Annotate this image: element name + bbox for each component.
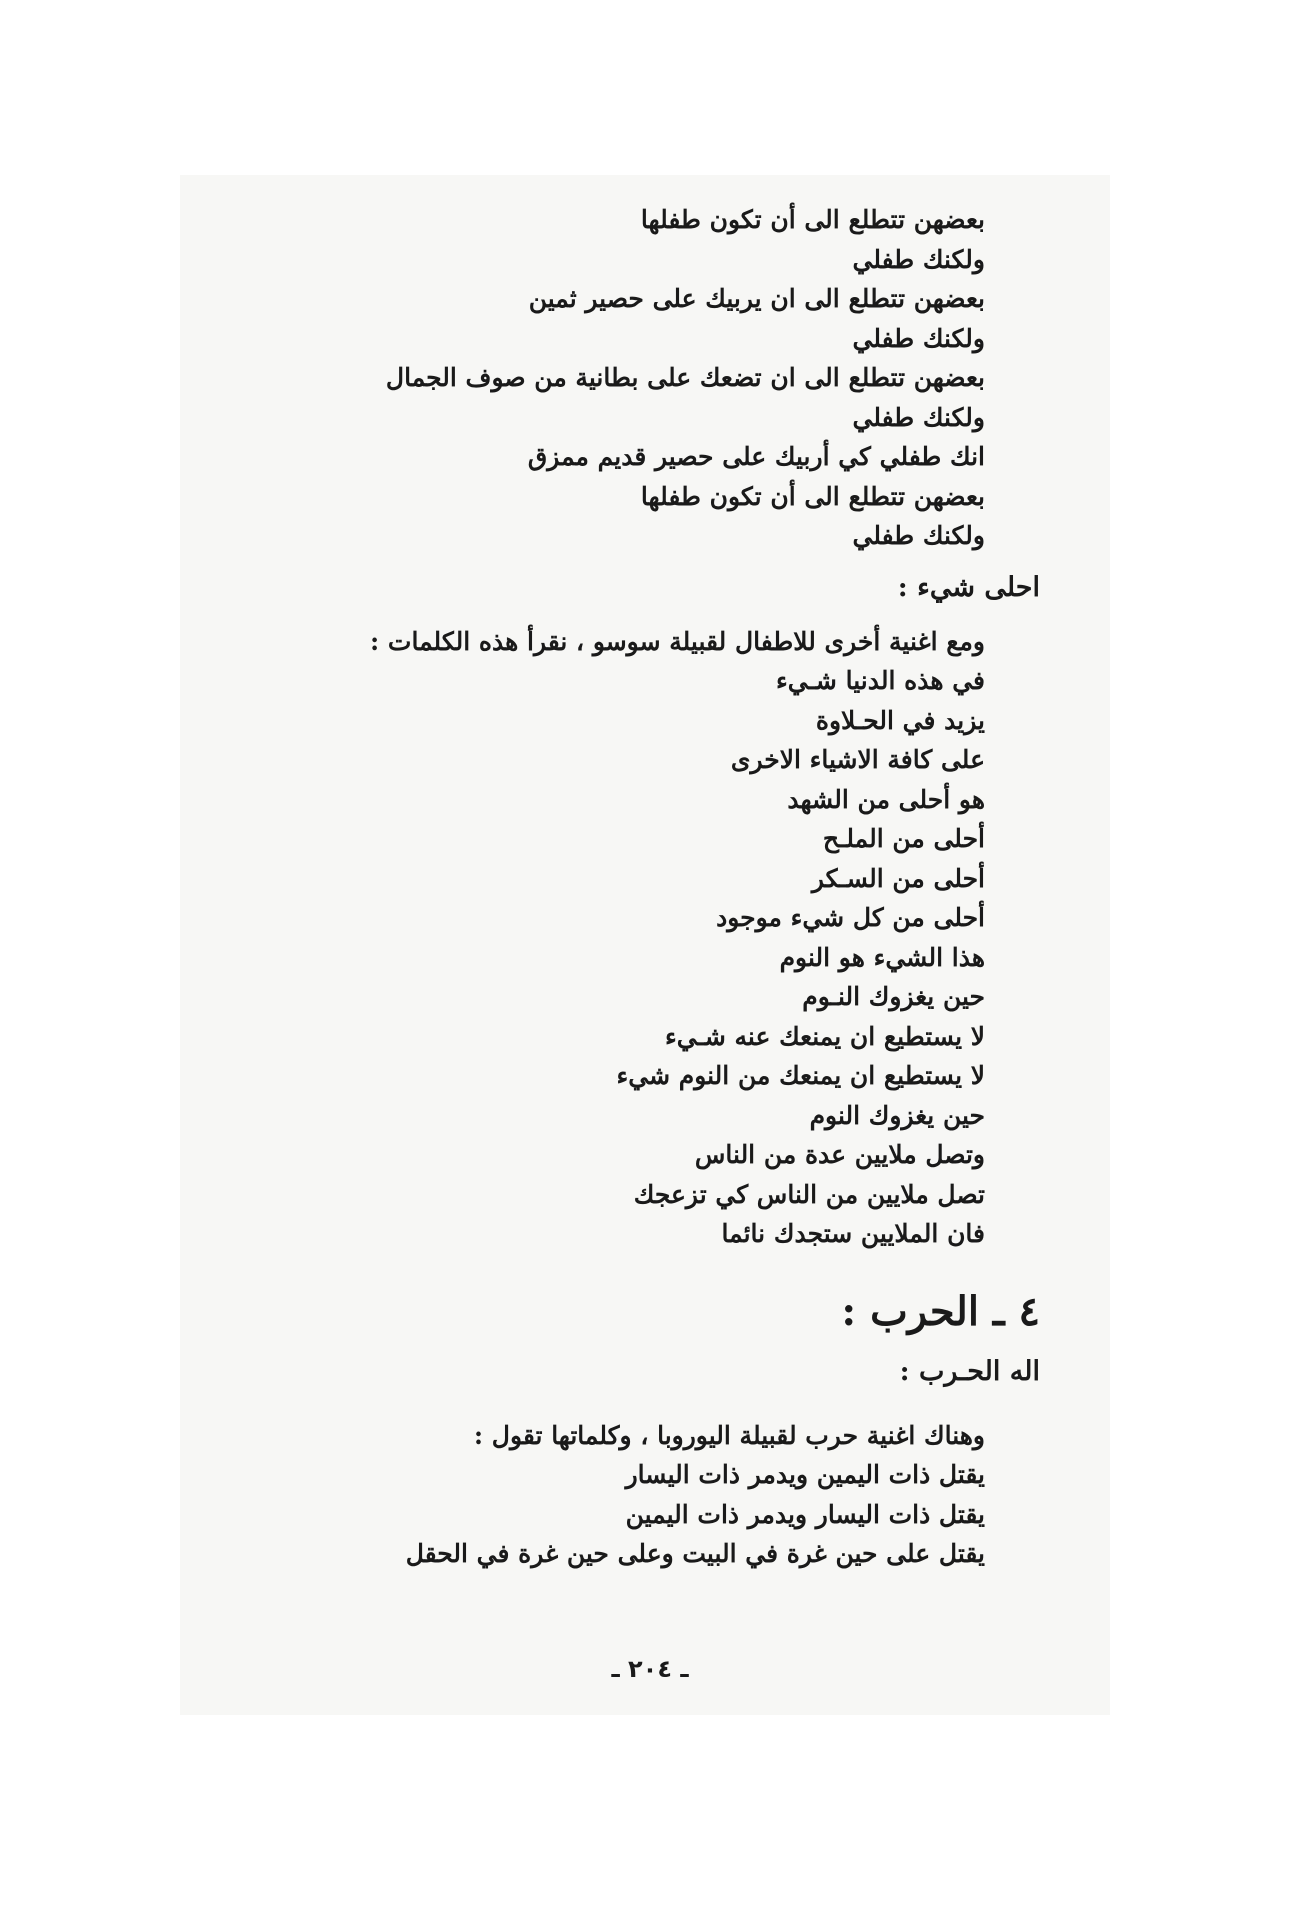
poem-section-3	[240, 1455, 985, 1574]
section-intro: وهناك اغنية حرب لقبيلة اليوروبا ، وكلماتها تقول :	[473, 1420, 985, 1450]
poem-line: على كافة الاشياء الاخرى	[730, 745, 985, 774]
poem-line: بعضهن تتطلع الى أن تكون طفلها	[640, 205, 985, 234]
poem-line: في هذه الدنيا شـيء	[776, 666, 985, 695]
poem-line: يقتل على حين غرة في البيت وعلى حين غرة في الحقل	[405, 1539, 985, 1568]
poem-line: بعضهن تتطلع الى ان يربيك على حصير ثمين	[528, 284, 985, 313]
poem-line: ولكنك طفلي	[852, 521, 985, 550]
poem-section-2	[240, 661, 985, 1254]
poem-line: ولكنك طفلي	[852, 402, 985, 432]
poem-line: تصل ملايين من الناس كي تزعجك	[633, 1179, 985, 1209]
poem-line: حين يغزوك النوم	[809, 1100, 985, 1130]
poem-line: لا يستطيع ان يمنعك من النوم شيء	[616, 1061, 985, 1090]
poem-line: لا يستطيع ان يمنعك عنه شـيء	[664, 1021, 985, 1051]
poem-line: هذا الشيء هو النوم	[779, 942, 985, 972]
section-heading-war-god: اله الحـرب :	[899, 1355, 1040, 1387]
section-heading-sweetest-thing: احلى شيء :	[897, 571, 1040, 603]
page-body	[240, 200, 1040, 1574]
poem-line: بعضهن تتطلع الى أن تكون طفلها	[640, 481, 985, 511]
chapter-heading-war: ٤ ـ الحرب :	[841, 1287, 1040, 1335]
poem-line: ولكنك طفلي	[852, 244, 985, 274]
page-number: ـ ٢٠٤ ـ	[611, 1655, 689, 1683]
poem-line: بعضهن تتطلع الى ان تضعك على بطانية من صوف الجمال	[385, 363, 985, 392]
poem-line: أحلى من كل شيء موجود	[716, 903, 985, 932]
poem-line: يقتل ذات اليسار ويدمر ذات اليمين	[625, 1499, 985, 1529]
poem-line: أحلى من السـكر	[811, 863, 985, 893]
poem-line: يزيد في الحـلاوة	[815, 705, 985, 735]
poem-line: ولكنك طفلي	[852, 323, 985, 353]
poem-line: حين يغزوك النـوم	[802, 982, 985, 1011]
poem-line: هو أحلى من الشهد	[787, 784, 985, 814]
section-intro: ومع اغنية أخرى للاطفال لقبيلة سوسو ، نقرأ هذه الكلمات :	[370, 626, 985, 656]
poem-section-1	[240, 200, 985, 556]
poem-line: أحلى من الملـح	[822, 824, 985, 853]
poem-line: فان الملايين ستجدك نائما	[721, 1219, 985, 1248]
poem-line: انك طفلي كي أربيك على حصير قديم ممزق	[527, 442, 985, 471]
poem-line: يقتل ذات اليمين ويدمر ذات اليسار	[625, 1460, 985, 1489]
poem-line: وتصل ملايين عدة من الناس	[694, 1140, 985, 1169]
